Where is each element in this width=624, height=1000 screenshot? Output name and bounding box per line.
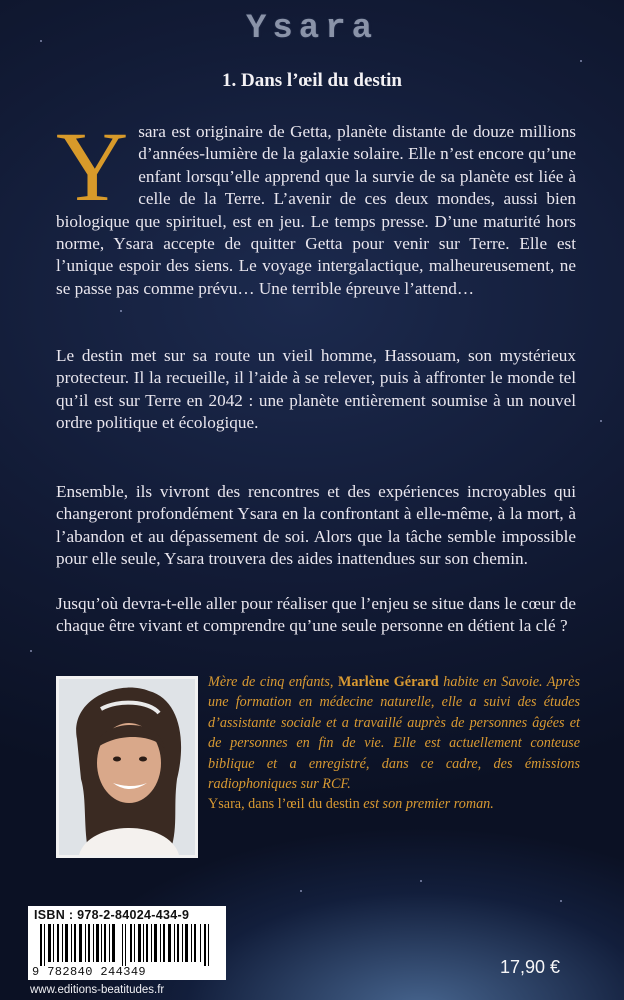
barcode-icon [38,924,218,966]
author-name: Marlène Gérard [338,674,439,690]
isbn-number: ISBN : 978-2-84024-434-9 [34,908,190,922]
blurb-paragraph-1-text: sara est originaire de Getta, planète distante de douze millions d’années-lumière de la galaxie solaire. Elle n’est encore qu’une enfant lorsqu’elle apprend que la survie de sa planète est liée à celle de la Terre. L’avenir de ces deux mondes, aussi bien biologique que spirituel, est en jeu. Le temps presse. D’une maturité hors norme, Ysara accepte de quitter Getta pour venir sur Terre. Elle est l’unique espoir des siens. Le voyage intergalactique, malheureusement, ne se passe pas comme prévu… Une terrible épreuve l’attend… [56,122,576,298]
barcode-digits: 9 782840 244349 [32,965,147,979]
isbn-barcode-block [28,906,226,980]
book-subtitle: 1. Dans l’œil du destin [221,70,403,91]
publisher-website: www.editions-beatitudes.fr [30,984,165,996]
author-book-suffix: est son premier roman. [359,796,494,813]
author-bio-text: habite en Savoie. Après une formation en médecine naturelle, elle a suivi des études d’assistante sociale et a travaillé auprès de personnes âgées et de personnes en fin de vie. Elle est actuellement conteuse biblique et a enregistré, dans ce cadre, des émissions radiophoniques sur RCF. [208,674,580,793]
author-bio [208,672,580,815]
author-portrait-icon [59,679,195,855]
dropcap-letter: Y [56,111,129,222]
book-price: 17,90 € [500,957,561,977]
blurb-paragraph-3: Ensemble, ils vivront des rencontres et des expériences incroyables qui changeront profondément Ysara en la confrontant à elle-même, à la mort, à l’abandon et au dépassement de soi. Alors que la tâche semble impossible pour elle seule, Ysara trouvera des aides inattendues sur son chemin. [56,482,576,569]
blurb-paragraph-1 [56,111,576,300]
blurb-paragraph-4: Jusqu’où devra-t-elle aller pour réaliser que l’enjeu se situe dans le cœur de chaque être vivant et comprendre qu’une seule personne en détient la clé ? [56,594,576,636]
blurb-paragraph-2: Le destin met sur sa route un vieil homme, Hassouam, son mystérieux protecteur. Il la recueille, il l’aide à se relever, puis à affronter le monde tel qu’il est sur Terre en 2042 : une planète entièrement soumise à un nouvel ordre politique et écologique. [56,346,576,433]
author-photo [56,676,198,858]
author-bio-intro: Mère de cinq enfants, [208,674,334,690]
author-book-title: Ysara, dans l’œil du destin [208,796,360,813]
series-logo: Ysara [245,10,379,48]
